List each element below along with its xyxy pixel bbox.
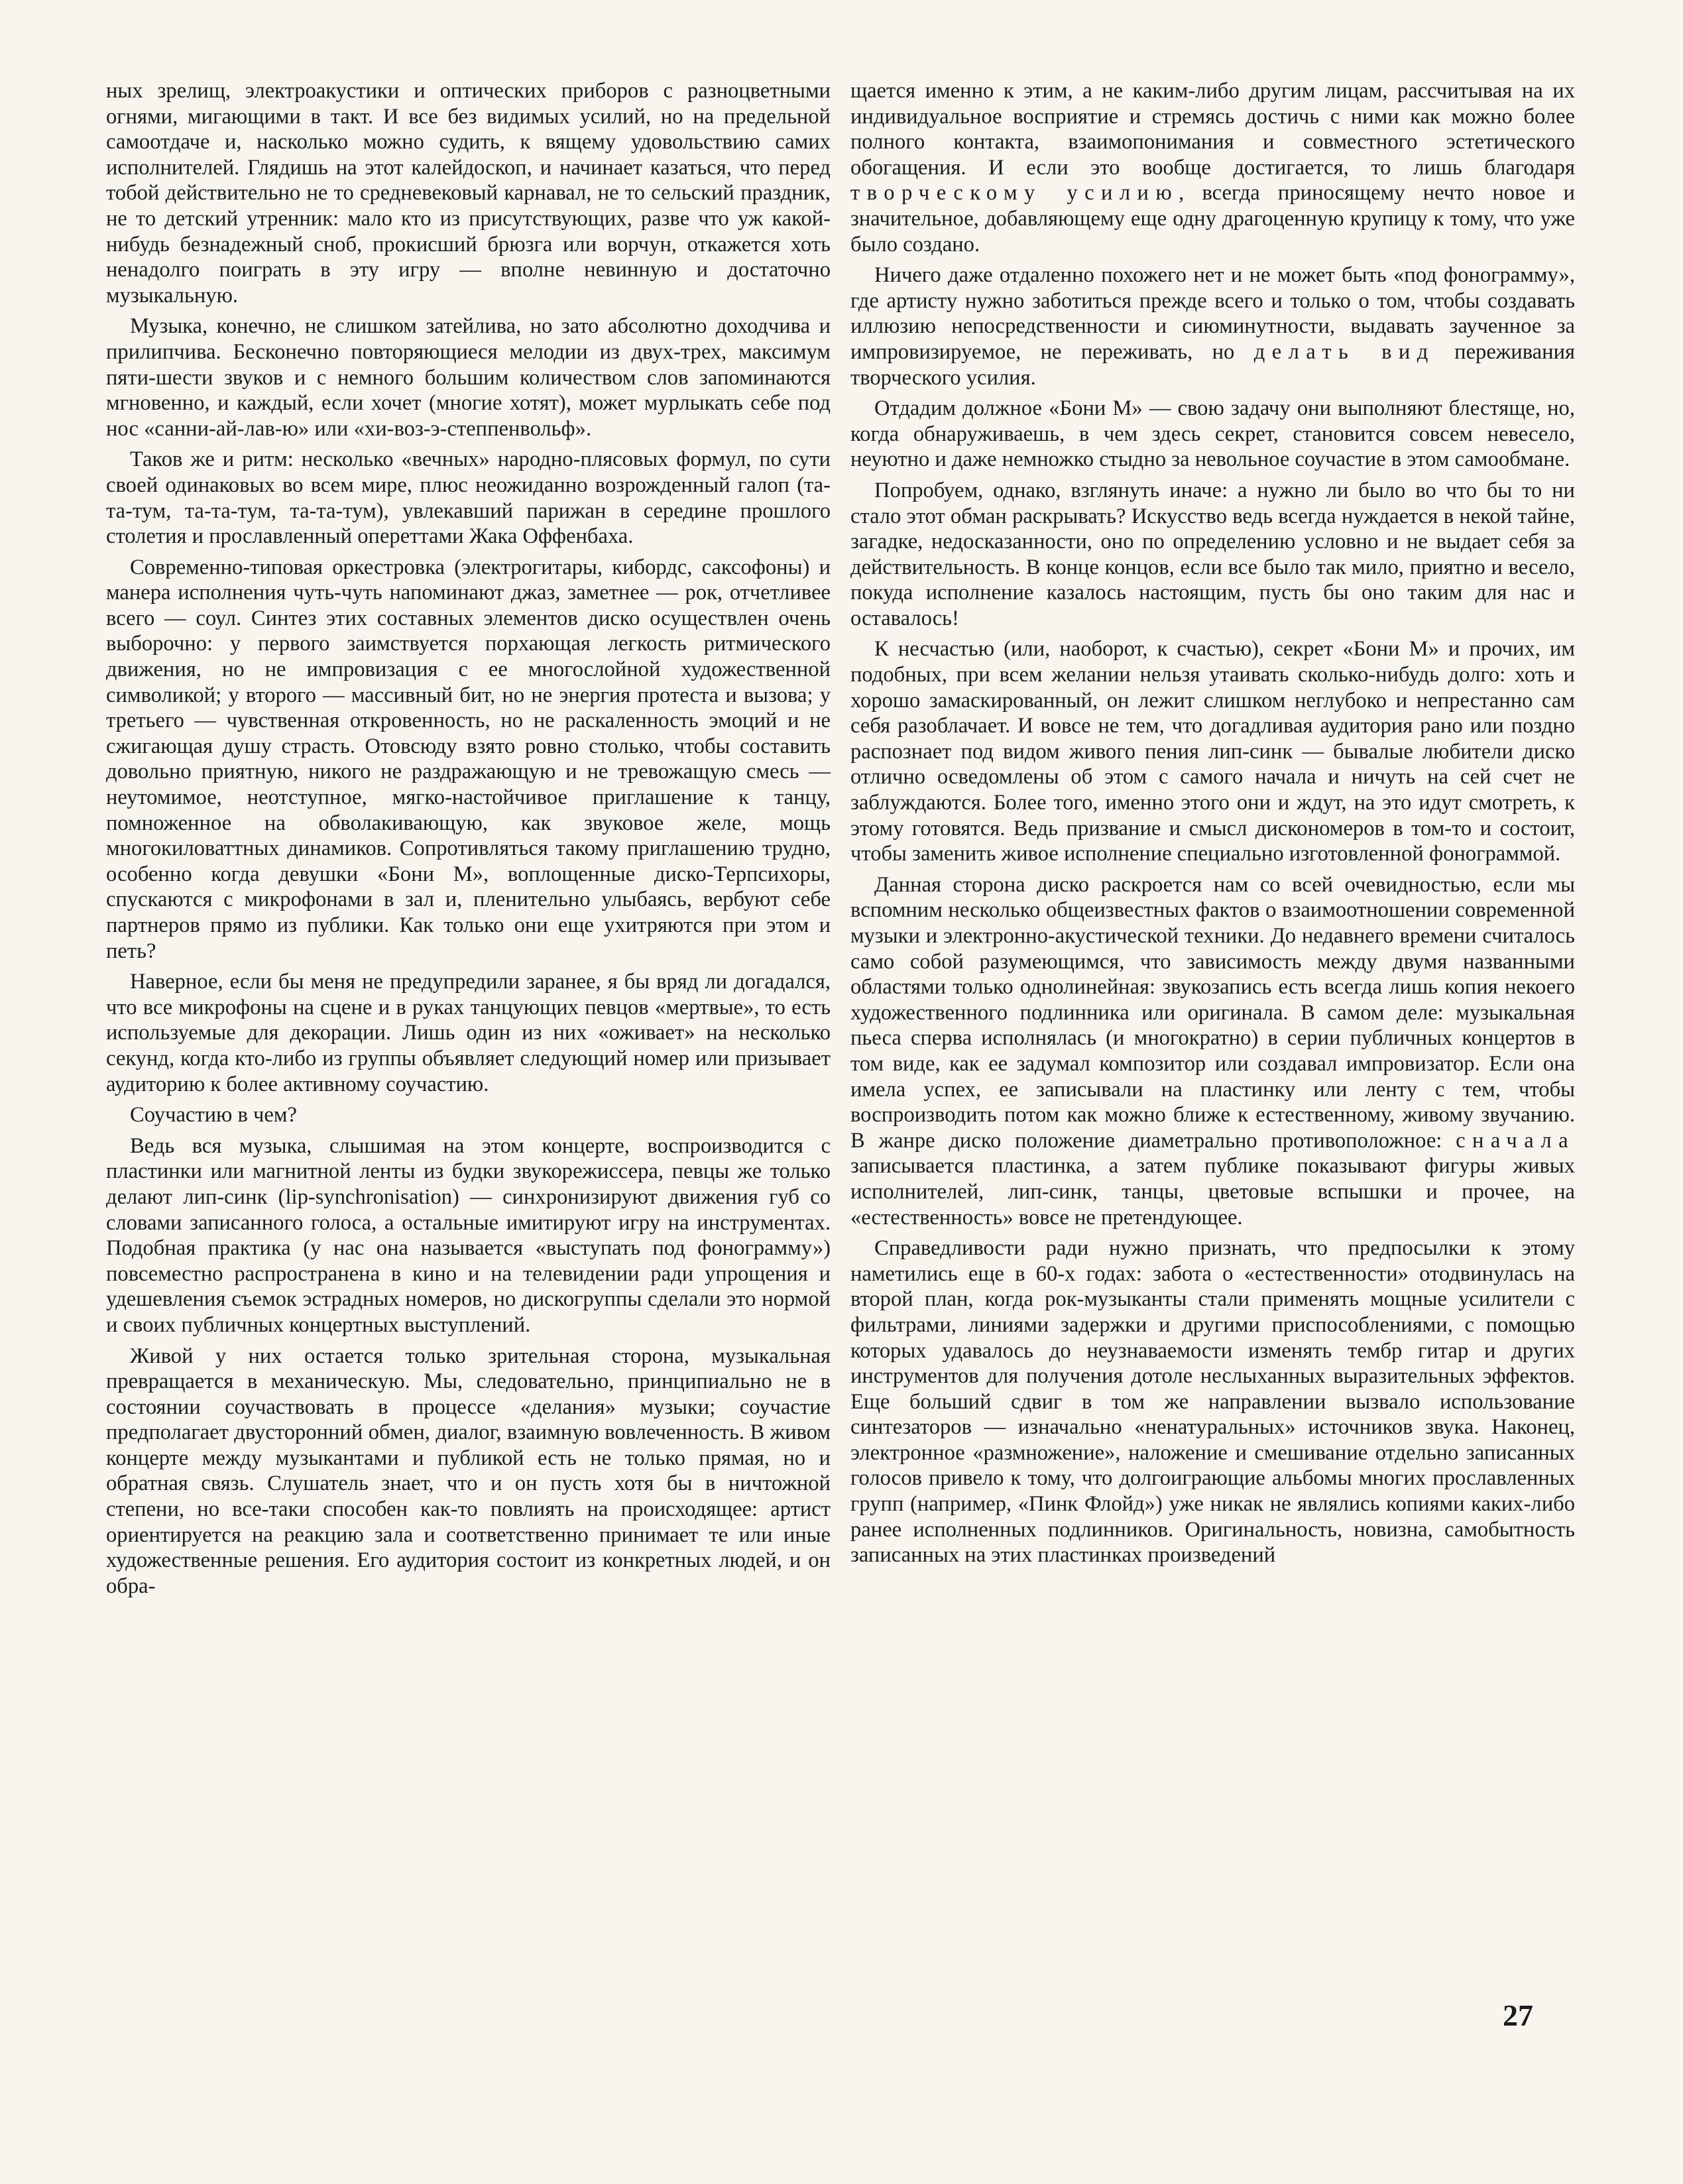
left-paragraph-6: Соучастию в чем? xyxy=(130,1103,297,1127)
page-number: 27 xyxy=(1503,1998,1533,2032)
right-paragraph-6 xyxy=(850,872,1575,1230)
left-column xyxy=(106,78,831,1599)
right-paragraph-3: Отдадим должное «Бони М» — свою задачу они выполняют блестяще, но, когда обнаруживаешь, в чем здесь секрет, становится совсем невесело, неуютно и даже немножко стыдно за невольное соучастие в этом самообмане. xyxy=(850,396,1575,472)
text-run: переживания творческого усилия. xyxy=(850,339,1575,390)
left-paragraph-4: Современно-типовая оркестровка (электрогитары, кибордс, саксофоны) и манера исполнения чуть-чуть напоминают джаз, заметнее — рок, отчетливее всего — соул. Синтез этих составных элементов диско осуществлен очень выборочно: у первого заимствуется порхающая легкость ритмического движения, но не импровизация с ее многослойной художественной символикой; у второго — массивный бит, но не энергия протеста и вызова; у третьего — чувственная откровенность, но не раскаленность эмоций и не сжигающая душу страсть. Отовсюду взято ровно столько, чтобы составить довольно приятную, никого не раздражающую и не тревожащую смесь — неутомимое, неотступное, мягко-настойчивое приглашение к танцу, помноженное на обволакивающую, как звуковое желе, мощь многокиловаттных динамиков. Сопротивляться такому приглашению трудно, особенно когда девушки «Бони М», воплощенные диско-Терпсихоры, спускаются с микрофонами в зал и, пленительно улыбаясь, вербуют себе партнеров прямо из публики. Как только они еще ухитряются при этом и петь? xyxy=(106,555,831,963)
text-run: щается именно к этим, а не каким-либо другим лицам, рассчитывая на их индивидуальное восприятие и стремясь достичь с ними как можно более полного контакта, взаимопонимания и совместного эстетического обогащения. И если это вообще достигается, то лишь благодаря xyxy=(850,79,1575,180)
text-run: Данная сторона диско раскроется нам со всей очевидностью, если мы вспомним несколько общеизвестных фактов о взаимоотношении современной музыки и электронно-акустической техники. До недавнего времени считалось само собой разумеющимся, что зависимость между двумя названными областями только однолинейная: звукозапись есть всегда лишь копия некоего художественного подлинника или оригинала. В самом деле: музыкальная пьеса сперва исполнялась (и многократно) в серии публичных концертов в том виде, как ее задумал композитор или создавал импровизатор. Если она имела успех, ее записывали на пластинку или ленту с тем, чтобы воспроизводить потом как можно ближе к естественному, живому звучанию. В жанре диско положение диаметрально противоположное: xyxy=(850,872,1575,1153)
right-column xyxy=(850,78,1575,1568)
text-run: , всегда приносящему нечто новое и значительное, добавляющему еще одну драгоценную крупицу к тому, что уже было создано. xyxy=(850,181,1575,257)
left-paragraph-1: ных зрелищ, электроакустики и оптических приборов с разноцветными огнями, мигающими в такт. И все без видимых усилий, но на предельной самоотдаче и, насколько можно судить, к вящему удовольствию самих исполнителей. Глядишь на этот калейдоскоп, и начинает казаться, что перед тобой действительно не то средневековый карнавал, не то сельский праздник, не то детский утренник: мало кто из присутствующих, разве что уж какой-нибудь безнадежный сноб, прокисший брюзга или ворчун, откажется хоть ненадолго поиграть в эту игру — вполне невинную и достаточно музыкальную. xyxy=(106,79,831,308)
right-paragraph-7: Справедливости ради нужно признать, что предпосылки к этому наметились еще в 60-х годах: забота о «естественности» отодвинулась на второй план, когда рок-музыканты стали применять мощные усилители с фильтрами, линиями задержки и другими приспособлениями, с помощью которых удавалось до неузнаваемости изменять тембр гитар и других инструментов для получения дотоле неслыханных выразительных эффектов. Еще больший сдвиг в том же направлении вызвало использование синтезаторов — изначально «ненатуральных» источников звука. Наконец, электронное «размножение», наложение и смешивание отдельно записанных голосов привело к тому, что долгоиграющие альбомы многих прославленных групп (например, «Пинк Флойд») уже никак не являлись копиями каких-либо ранее исполненных подлинников. Оригинальность, новизна, самобытность записанных на этих пластинках произведений xyxy=(850,1236,1575,1568)
text-run: записывается пластинка, а затем публике показывают фигуры живых исполнителей, лип-синк, танцы, цветовые вспышки и прочее, на «естественность» вовсе не претендующее. xyxy=(850,1154,1575,1230)
text-run: Ничего даже отдаленно похожего нет и не может быть «под фонограмму», где артисту нужно заботиться прежде всего и только о том, чтобы создавать иллюзию непосредственности и сиюминутности, выдавать заученное за импровизируемое, не переживать, но xyxy=(850,263,1575,364)
left-paragraph-2: Музыка, конечно, не слишком затейлива, но зато абсолютно доходчива и прилипчива. Бесконечно повторяющиеся мелодии из двух-трех, максимум пяти-шести звуков и с немного большим количеством слов запоминаются мгновенно, и каждый, если хочет (многие хотят), может мурлыкать себе под нос «санни-ай-лав-ю» или «хи-воз-э-степпенвольф». xyxy=(106,314,831,441)
spaced-emphasis: сначала xyxy=(1456,1128,1575,1153)
left-paragraph-3: Таков же и ритм: несколько «вечных» народно-плясовых формул, по сути своей одинаковых во всем мире, плюс неожиданно возрожденный галоп (та-та-тум, та-та-тум, та-та-тум), увлекавший парижан в середине прошлого столетия и прославленный опереттами Жака Оффенбаха. xyxy=(106,447,831,549)
spaced-emphasis: творческому усилию xyxy=(850,181,1179,205)
right-paragraph-5: К несчастью (или, наоборот, к счастью), секрет «Бони М» и прочих, им подобных, при всем желании нельзя утаивать сколько-нибудь долго: хоть и хорошо замаскированный, он лежит слишком неглубоко и непрестанно сам себя разоблачает. И вовсе не тем, что догадливая аудитория рано или поздно распознает под видом живого пения лип-синк — бывалые любители диско отлично осведомлены об этом с самого начала и ничуть на сей счет не заблуждаются. Более того, именно этого они и ждут, на это идут смотреть, к этому готовятся. Ведь призвание и смысл дискономеров в том-то и состоит, чтобы заменить живое исполнение специально изготовленной фонограммой. xyxy=(850,637,1575,866)
left-paragraph-7: Ведь вся музыка, слышимая на этом концерте, воспроизводится с пластинки или магнитной ленты из будки звукорежиссера, певцы же только делают лип-синк (lip-synchronisation) — синхронизируют движения губ со словами записанного голоса, а остальные имитируют игру на инструментах. Подобная практика (у нас она называется «выступать под фонограмму») повсеместно распространена в кино и на телевидении ради упрощения и удешевления съемок эстрадных номеров, но дискогруппы сделали это нормой и своих публичных концертных выступлений. xyxy=(106,1133,831,1337)
right-paragraph-1 xyxy=(850,78,1575,257)
left-paragraph-8: Живой у них остается только зрительная сторона, музыкальная превращается в механическую. Мы, следовательно, принципиально не в состоянии соучаствовать в процессе «делания» музыки; соучастие предполагает двусторонний обмен, диалог, взаимную вовлеченность. В живом концерте между музыкантами и публикой есть не только прямая, но и обратная связь. Слушатель знает, что и он пусть хотя бы в ничтожной степени, но все-таки способен как-то повлиять на происходящее: артист ориентируется на реакцию зала и соответственно принимает те или иные художественные решения. Его аудитория состоит из конкретных людей, и он обра- xyxy=(106,1344,831,1598)
left-paragraph-5: Наверное, если бы меня не предупредили заранее, я бы вряд ли догадался, что все микрофоны на сцене и в руках танцующих певцов «мертвые», то есть используемые для декорации. Лишь один из них «оживает» на несколько секунд, когда кто-либо из группы объявляет следующий номер или призывает аудиторию к более активному соучастию. xyxy=(106,970,831,1096)
spaced-emphasis: делать вид xyxy=(1253,339,1435,364)
right-paragraph-4: Попробуем, однако, взглянуть иначе: а нужно ли было во что бы то ни стало этот обман раскрывать? Искусство ведь всегда нуждается в некой тайне, загадке, недосказанности, оно по определению условно и не выдает себя за действительность. В конце концов, если все было так мило, приятно и весело, покуда исполнение казалось настоящим, пусть бы оно таким для нас и оставалось! xyxy=(850,478,1575,630)
right-paragraph-2 xyxy=(850,262,1575,390)
